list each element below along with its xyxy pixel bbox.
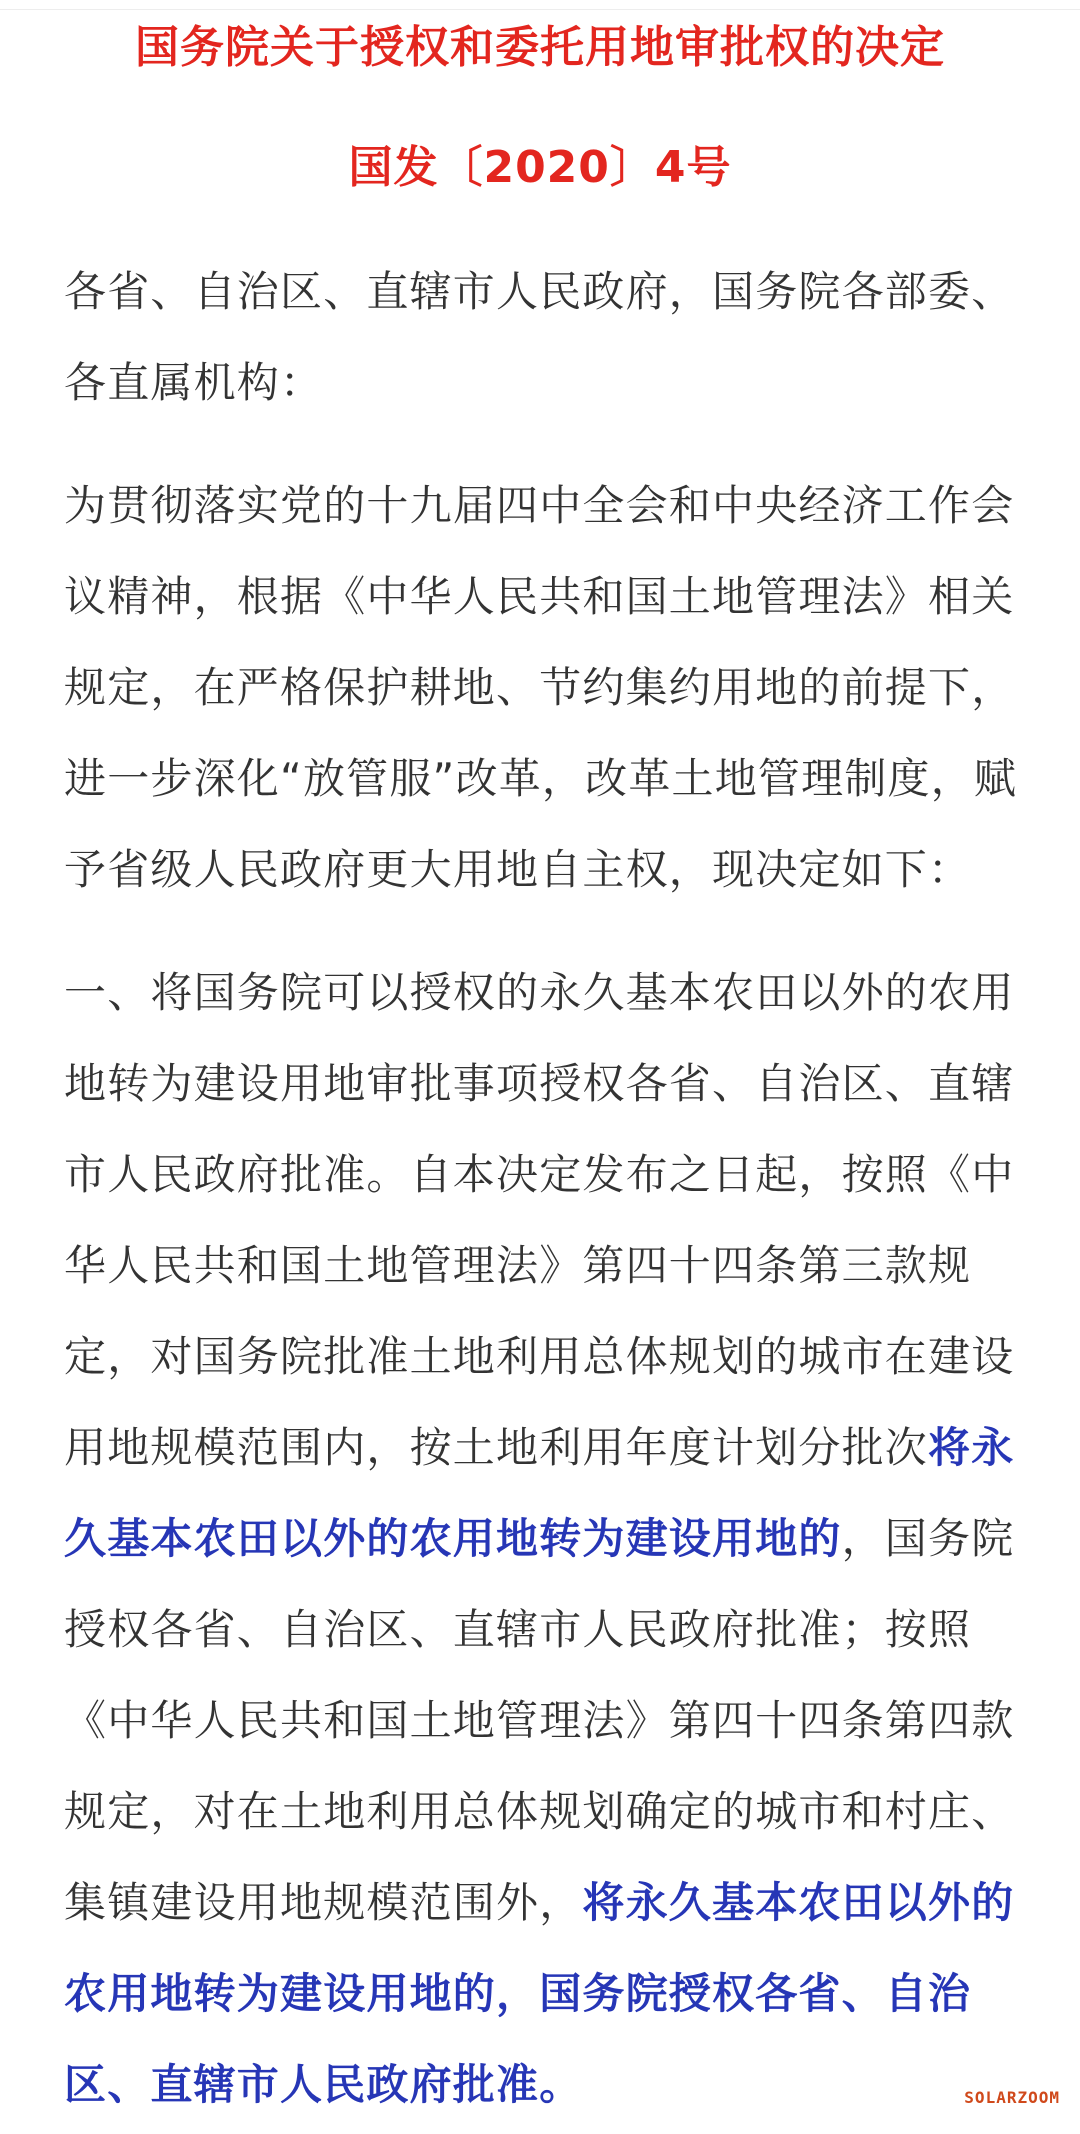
emphasis-segment: 将永 (928, 1423, 1015, 1472)
emphasis-segment: 将永久基本农田以外的 (582, 1878, 1015, 1927)
article1-paragraph (64, 947, 1016, 2130)
body-line: 《中华人民共和国土地管理法》第四十四条第四款 (64, 1696, 1015, 1745)
body-line (64, 1402, 1016, 1493)
body-line: 议精神，根据《中华人民共和国土地管理法》相关 (64, 572, 1015, 621)
body-line: 规定，在严格保护耕地、节约集约用地的前提下， (64, 663, 1015, 712)
doc-number: 国发〔2020〕4号 (348, 142, 732, 193)
text-segment: 集镇建设用地规模范围外， (64, 1878, 583, 1927)
body-line: 地转为建设用地审批事项授权各省、自治区、直辖 (64, 1059, 1015, 1108)
body-line: 规定，对在土地利用总体规划确定的城市和村庄、 (64, 1787, 1015, 1836)
body-line: 华人民共和国土地管理法》第四十四条第三款规 (64, 1241, 972, 1290)
top-edge-divider (0, 9, 1080, 10)
text-segment: ，国务院 (841, 1514, 1015, 1563)
body-line: 各省、自治区、直辖市人民政府，国务院各部委、 (64, 267, 1015, 316)
body-line: 授权各省、自治区、直辖市人民政府批准；按照 (64, 1605, 972, 1654)
preamble-paragraph (64, 460, 1016, 915)
body-line: 进一步深化“放管服”改革，改革土地管理制度，赋 (64, 754, 1018, 803)
body-line (64, 1948, 1016, 2039)
emphasis-segment: 区、直辖市人民政府批准。 (64, 2060, 583, 2109)
body-line (64, 2039, 1016, 2130)
body-line: 各直属机构： (64, 358, 324, 407)
body-line: 定，对国务院批准土地利用总体规划的城市在建设 (64, 1332, 1015, 1381)
text-segment: 用地规模范围内，按土地利用年度计划分批次 (64, 1423, 929, 1472)
salutation-paragraph (64, 246, 1016, 428)
body-line (64, 1493, 1016, 1584)
body-line: 市人民政府批准。自本决定发布之日起，按照《中 (64, 1150, 1015, 1199)
body-line: 一、将国务院可以授权的永久基本农田以外的农用 (64, 968, 1015, 1017)
body-line (64, 1857, 1016, 1948)
emphasis-segment: 农用地转为建设用地的，国务院授权各省、自治 (64, 1969, 972, 2018)
body-line: 予省级人民政府更大用地自主权，现决定如下： (64, 845, 972, 894)
emphasis-segment: 久基本农田以外的农用地转为建设用地的 (64, 1514, 842, 1563)
watermark-solarzoom: SOLARZOOM (964, 2088, 1060, 2107)
doc-title: 国务院关于授权和委托用地审批权的决定 (135, 22, 945, 73)
body-line: 为贯彻落实党的十九届四中全会和中央经济工作会 (64, 481, 1015, 530)
